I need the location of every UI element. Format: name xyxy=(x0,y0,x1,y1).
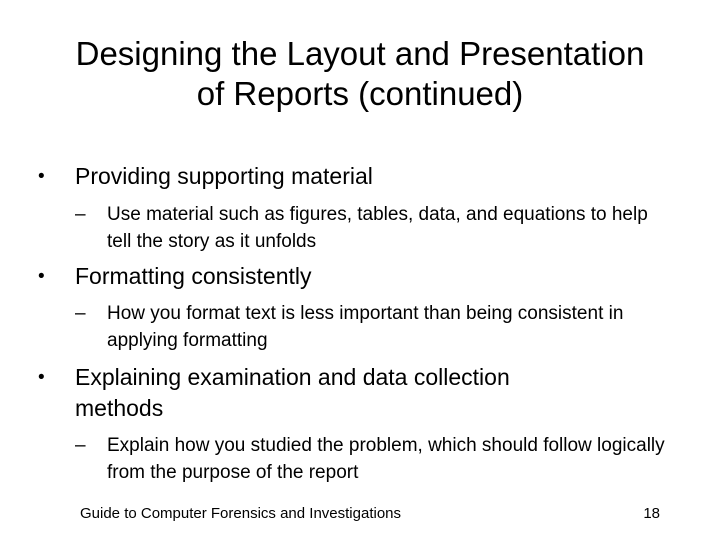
bullet-item xyxy=(38,362,598,424)
sub-bullet-item xyxy=(75,300,675,354)
sub-bullet-text: Use material such as figures, tables, data, and equations to help tell the story as it unfolds xyxy=(107,204,648,252)
dash-glyph: – xyxy=(75,303,86,324)
dash-glyph: – xyxy=(75,435,86,456)
sub-bullet-text: How you format text is less important than being consistent in applying formatting xyxy=(107,303,624,351)
bullet-item xyxy=(38,261,678,292)
bullet-label: Formatting consistently xyxy=(75,263,312,289)
bullet-label: Explaining examination and data collection methods xyxy=(75,364,510,421)
slide-title xyxy=(20,34,700,114)
bullet-glyph: • xyxy=(38,367,45,388)
bullet-item xyxy=(38,161,678,192)
bullet-label: Providing supporting material xyxy=(75,163,373,189)
sub-bullet-item xyxy=(75,432,675,486)
sub-bullet-item xyxy=(75,201,675,255)
bullet-glyph: • xyxy=(38,166,45,187)
bullet-glyph: • xyxy=(38,266,45,287)
slide-title-line-2: of Reports (continued) xyxy=(196,75,524,112)
page-number: 18 xyxy=(643,505,660,522)
slide-title-line-1: Designing the Layout and Presentation xyxy=(75,35,645,72)
sub-bullet-text: Explain how you studied the problem, which should follow logically from the purpose of the report xyxy=(107,435,665,483)
dash-glyph: – xyxy=(75,204,86,225)
footer-book-title: Guide to Computer Forensics and Investigations xyxy=(80,505,401,522)
